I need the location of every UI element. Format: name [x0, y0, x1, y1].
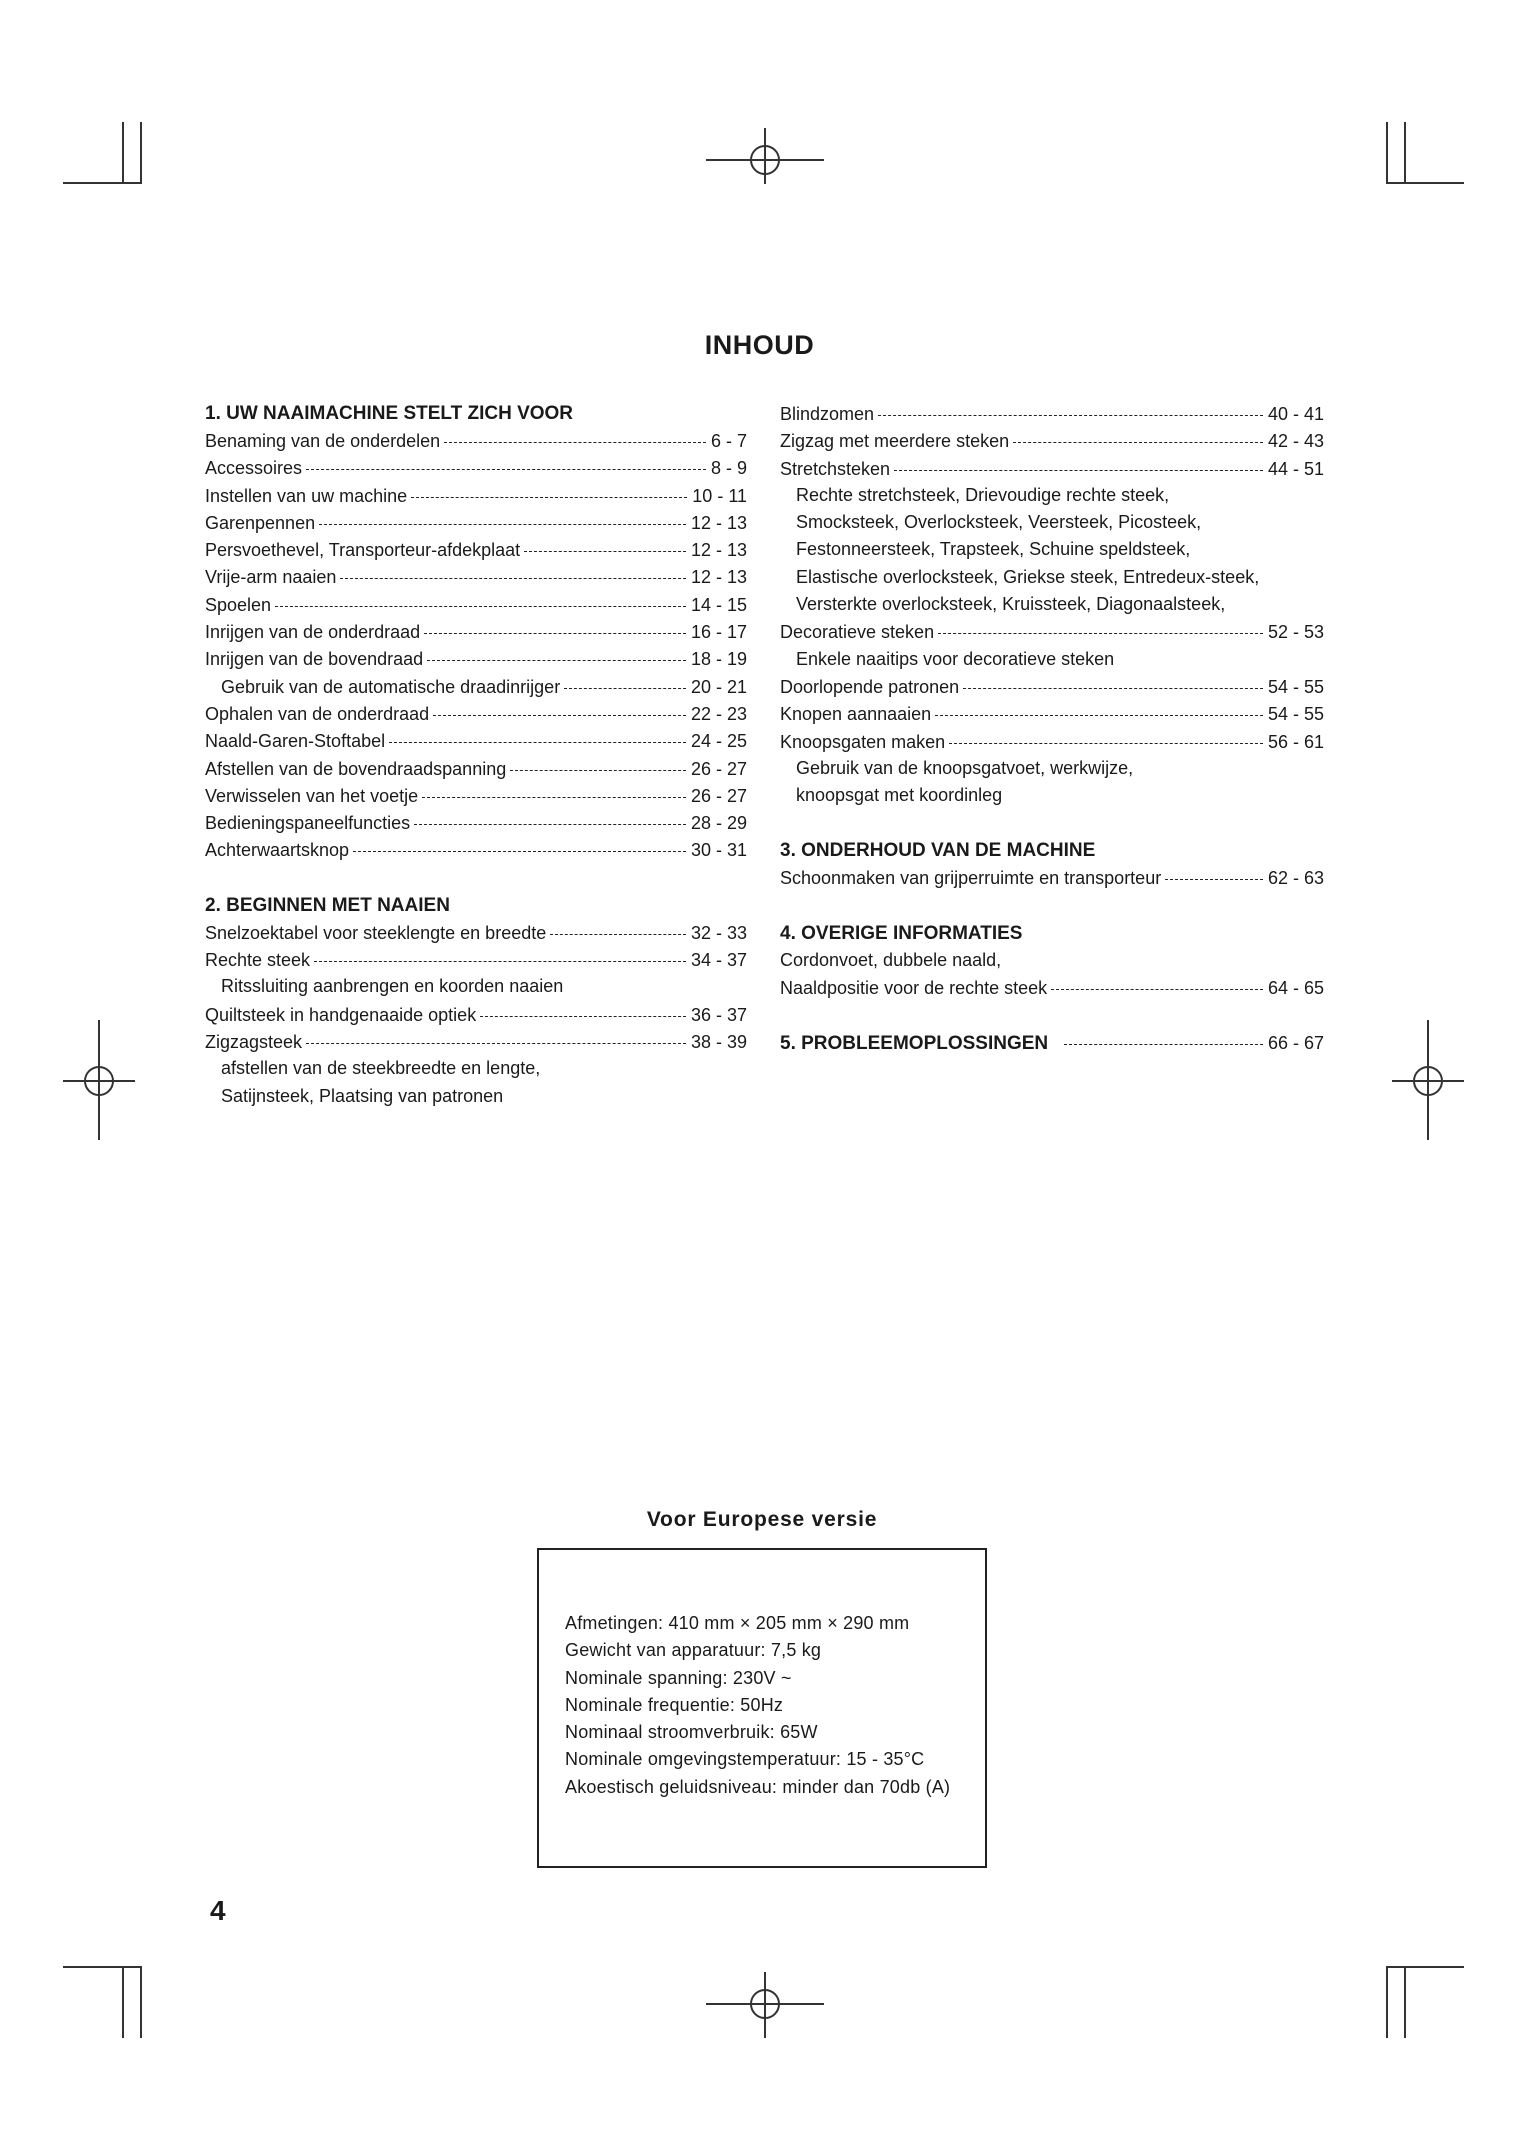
- dot-leader: [340, 563, 686, 583]
- toc-entry-pages: 32 - 33: [690, 922, 747, 943]
- toc-section: [205, 892, 747, 1110]
- toc-entry: [205, 482, 747, 509]
- toc-subentry: Satijnsteek, Plaatsing van patronen: [221, 1085, 504, 1106]
- dot-leader: [427, 645, 686, 665]
- dot-leader: [510, 755, 686, 775]
- toc-entry: [780, 700, 1324, 727]
- toc-entry-pages: 42 - 43: [1267, 431, 1324, 452]
- page-title: INHOUD: [704, 330, 815, 360]
- toc-entry: [780, 455, 1324, 482]
- spec-line: Akoestisch geluidsniveau: minder dan 70db (A): [565, 1776, 951, 1797]
- toc-entry-title: Instellen van uw machine: [205, 485, 408, 506]
- section-heading-5: [780, 1029, 1324, 1056]
- toc-entry-pages: 22 - 23: [690, 703, 747, 724]
- page-number: 4: [210, 1895, 226, 1926]
- toc-subentry: Smocksteek, Overlocksteek, Veersteek, Picosteek,: [796, 512, 1202, 533]
- toc-subentry: afstellen van de steekbreedte en lengte,: [221, 1058, 541, 1079]
- toc-entry-title: Quiltsteek in handgenaaide optiek: [205, 1004, 477, 1025]
- toc-subentry: Elastische overlocksteek, Griekse steek, Entredeux-steek,: [796, 566, 1260, 587]
- dot-leader: [306, 1028, 686, 1048]
- toc-subentry: Versterkte overlocksteek, Kruissteek, Diagonaalsteek,: [796, 594, 1226, 615]
- toc-entry-title: Benaming van de onderdelen: [205, 431, 441, 451]
- section-heading: 3. ONDERHOUD VAN DE MACHINE: [780, 840, 1096, 862]
- dot-leader: [414, 809, 686, 829]
- dot-leader: [1051, 974, 1263, 994]
- dot-leader: [550, 919, 686, 939]
- toc-entry: [780, 400, 1324, 427]
- section-heading: 5. PROBLEEMOPLOSSINGEN: [780, 1033, 1049, 1055]
- toc-entry-title: Bedieningspaneelfuncties: [205, 813, 411, 834]
- toc-entry-pages: 26 - 27: [690, 758, 747, 779]
- toc-entry-title: Spoelen: [205, 594, 272, 615]
- dot-leader: [1013, 427, 1263, 447]
- toc-entry-title: Inrijgen van de onderdraad: [205, 622, 421, 643]
- section-heading: 1. UW NAAIMACHINE STELT ZICH VOOR: [205, 403, 574, 424]
- toc-section: [780, 837, 1324, 891]
- toc-entry-title: Inrijgen van de bovendraad: [205, 649, 424, 670]
- toc-entry: [205, 509, 747, 536]
- toc-subentry: Ritssluiting aanbrengen en koorden naaien: [221, 976, 564, 997]
- toc-entry-title: Gebruik van de automatische draadinrijger: [221, 676, 561, 697]
- toc-entry-title: Accessoires: [205, 458, 303, 479]
- toc-entry-pages: 64 - 65: [1267, 978, 1324, 999]
- toc-entry: [205, 427, 747, 454]
- toc-entry-title: Schoonmaken van grijperruimte en transporteur: [780, 868, 1162, 889]
- toc-entry-pages: 54 - 55: [1267, 676, 1324, 697]
- toc-entry: [205, 591, 747, 618]
- toc-entry-pages: 20 - 21: [690, 676, 747, 697]
- toc-entry: [205, 645, 747, 672]
- toc-entry-pages: 54 - 55: [1267, 704, 1324, 725]
- dot-leader: [1165, 864, 1263, 884]
- toc-section-continued: [780, 400, 1324, 809]
- toc-right-column: [780, 400, 1324, 1056]
- spec-line: Nominale spanning: 230V ~: [565, 1667, 792, 1688]
- toc-entry-title: Blindzomen: [780, 404, 875, 424]
- dot-leader: [422, 782, 686, 802]
- toc-entry: [205, 836, 747, 863]
- spec-line: Gewicht van apparatuur: 7,5 kg: [565, 1640, 822, 1661]
- toc-entry-pages: 62 - 63: [1267, 868, 1324, 889]
- section-heading: 2. BEGINNEN MET NAAIEN: [205, 894, 450, 916]
- toc-entry-title: Zigzagsteek: [205, 1031, 303, 1052]
- toc-entry: [205, 563, 747, 590]
- toc-left-column: [205, 400, 747, 1138]
- toc-entry-title: Knoopsgaten maken: [780, 731, 946, 752]
- dot-leader: [963, 673, 1263, 693]
- dot-leader: [433, 700, 686, 720]
- dot-leader: [411, 482, 687, 502]
- toc-section: [780, 920, 1324, 1002]
- toc-entry-pages: 28 - 29: [690, 813, 747, 834]
- toc-entry: [780, 673, 1324, 700]
- toc-entry-title: Stretchsteken: [780, 458, 891, 479]
- dot-leader: [353, 836, 686, 856]
- toc-entry-title: Naaldpositie voor de rechte steek: [780, 978, 1048, 999]
- toc-entry-title: Doorlopende patronen: [780, 676, 960, 697]
- toc-entry: [205, 755, 747, 782]
- dot-leader: [480, 1001, 686, 1021]
- toc-entry-pages: 12 - 13: [690, 512, 747, 533]
- dot-leader: [1064, 1029, 1263, 1049]
- toc-entry: [205, 454, 747, 481]
- toc-entry: [205, 1028, 747, 1055]
- spec-box: [537, 1548, 987, 1868]
- toc-entry: [205, 1001, 747, 1028]
- toc-entry-title: Persvoethevel, Transporteur-afdekplaat: [205, 540, 521, 561]
- toc-entry-pages: 52 - 53: [1267, 622, 1324, 643]
- dot-leader: [524, 536, 686, 556]
- toc-entry-pages: 10 - 11: [692, 485, 747, 506]
- toc-subentry: Festonneersteek, Trapsteek, Schuine speldsteek,: [796, 539, 1191, 560]
- toc-entry: [780, 618, 1324, 645]
- toc-entry-pages: 6 - 7: [710, 431, 747, 451]
- toc-entry-pages: 12 - 13: [690, 540, 747, 561]
- toc-entry-title: Knopen aannaaien: [780, 704, 932, 725]
- toc-entry-pages: 12 - 13: [690, 567, 747, 588]
- toc-entry: [780, 864, 1324, 891]
- toc-entry-pages: 18 - 19: [690, 649, 747, 670]
- toc-entry: [780, 974, 1324, 1001]
- toc-entry: [205, 919, 747, 946]
- euro-version-title: Voor Europese versie: [646, 1508, 878, 1531]
- toc-entry: [205, 809, 747, 836]
- toc-entry-pages: 56 - 61: [1267, 731, 1324, 752]
- dot-leader: [949, 728, 1263, 748]
- section-heading: 4. OVERIGE INFORMATIES: [780, 922, 1023, 944]
- toc-subentry: Gebruik van de knoopsgatvoet, werkwijze,: [796, 757, 1134, 778]
- toc-entry: [205, 727, 747, 754]
- dot-leader: [564, 673, 686, 693]
- dot-leader: [935, 700, 1263, 720]
- toc-entry-pages: 30 - 31: [690, 840, 747, 861]
- dot-leader: [389, 727, 686, 747]
- dot-leader: [424, 618, 686, 638]
- toc-entry: [205, 673, 747, 700]
- toc-entry-title: Achterwaartsknop: [205, 840, 350, 861]
- toc-entry-pages: 44 - 51: [1267, 458, 1324, 479]
- toc-entry-pages: 14 - 15: [690, 594, 747, 615]
- toc-entry: [205, 946, 747, 973]
- dot-leader: [894, 455, 1263, 475]
- toc-entry-title: Afstellen van de bovendraadspanning: [205, 758, 507, 779]
- toc-subentry: knoopsgat met koordinleg: [796, 785, 1003, 806]
- dot-leader: [938, 618, 1263, 638]
- spec-line: Afmetingen: 410 mm × 205 mm × 290 mm: [565, 1613, 910, 1633]
- toc-subentry: Rechte stretchsteek, Drievoudige rechte steek,: [796, 484, 1170, 505]
- toc-entry-title: Ophalen van de onderdraad: [205, 703, 430, 724]
- toc-entry-title: Zigzag met meerdere steken: [780, 431, 1010, 452]
- toc-entry-title: Decoratieve steken: [780, 622, 935, 643]
- toc-entry: [205, 618, 747, 645]
- toc-entry-pages: 24 - 25: [690, 731, 747, 752]
- dot-leader: [306, 454, 706, 474]
- toc-entry-pages: 38 - 39: [690, 1031, 747, 1052]
- dot-leader: [878, 400, 1263, 420]
- toc-subentry: Enkele naaitips voor decoratieve steken: [796, 648, 1115, 669]
- spec-line: Nominale frequentie: 50Hz: [565, 1694, 784, 1715]
- toc-subentry: Cordonvoet, dubbele naald,: [780, 949, 1002, 970]
- toc-section: [205, 400, 747, 864]
- toc-entry: [205, 782, 747, 809]
- toc-entry-pages: 66 - 67: [1267, 1033, 1324, 1054]
- toc-entry-pages: 40 - 41: [1267, 404, 1324, 424]
- toc-entry: [780, 427, 1324, 454]
- toc-entry-pages: 8 - 9: [710, 458, 747, 479]
- toc-entry-title: Snelzoektabel voor steeklengte en breedte: [205, 922, 547, 943]
- dot-leader: [275, 591, 686, 611]
- toc-entry-pages: 16 - 17: [690, 622, 747, 643]
- toc-entry: [780, 728, 1324, 755]
- toc-entry-title: Naald-Garen-Stoftabel: [205, 731, 386, 752]
- dot-leader: [444, 427, 706, 447]
- toc-entry-pages: 36 - 37: [690, 1004, 747, 1025]
- toc-entry: [205, 700, 747, 727]
- toc-entry-title: Garenpennen: [205, 512, 316, 533]
- toc-entry: [205, 536, 747, 563]
- toc-entry-pages: 26 - 27: [690, 785, 747, 806]
- spec-line: Nominaal stroomverbruik: 65W: [565, 1722, 818, 1743]
- dot-leader: [314, 946, 686, 966]
- spec-line: Nominale omgevingstemperatuur: 15 - 35°C: [565, 1749, 925, 1770]
- toc-entry-title: Rechte steek: [205, 950, 311, 971]
- dot-leader: [319, 509, 686, 529]
- toc-entry-pages: 34 - 37: [690, 950, 747, 971]
- toc-entry-title: Verwisselen van het voetje: [205, 785, 419, 806]
- toc-entry-title: Vrije-arm naaien: [205, 567, 337, 588]
